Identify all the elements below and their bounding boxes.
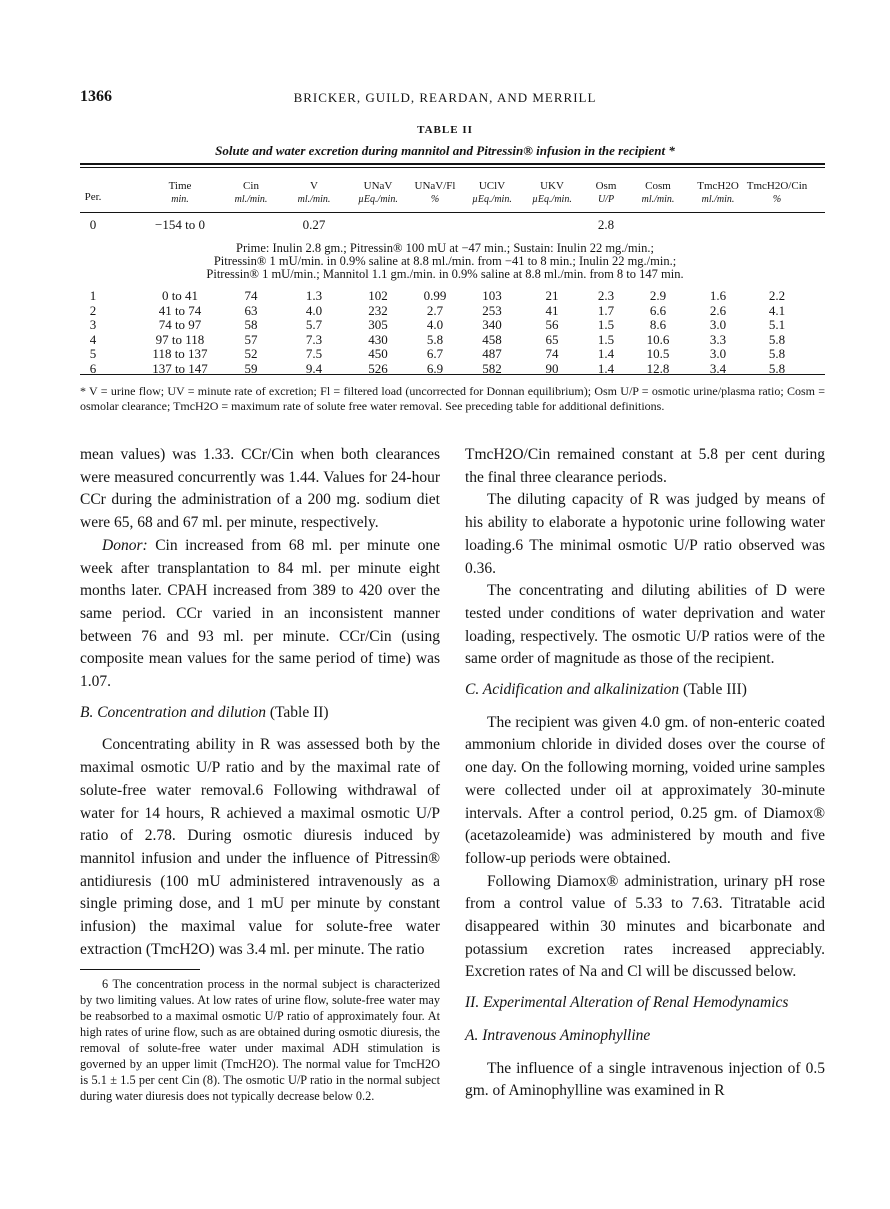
column-header-unit: % bbox=[430, 194, 440, 205]
table-cell: 3.4 bbox=[709, 360, 727, 376]
table-cell: 10.5 bbox=[646, 346, 670, 361]
table-cell: 137 to 147 bbox=[152, 360, 208, 376]
table-cell: 6 bbox=[89, 360, 97, 376]
column-header-unit: µEq./min. bbox=[532, 194, 572, 205]
heading-text: B. Concentration and dilution bbox=[80, 703, 266, 721]
column-header-name: Osm bbox=[595, 180, 617, 192]
column-header bbox=[688, 180, 748, 206]
section-heading bbox=[465, 679, 825, 702]
infusion-note: Pitressin® 1 mU/min. in 0.9% saline at 8.8 ml./min. from −41 to 8 min.; Inulin 22 mg./min.; bbox=[213, 254, 677, 268]
table-cell: 1.6 bbox=[709, 288, 727, 303]
paragraph: The recipient was given 4.0 gm. of non-enteric coated ammonium chloride in divided doses over the course of one day. On the following morning, voided urine samples were collected under oil at approximately 30-minute intervals. After a control period, 0.25 gm. of Diamox® (acetazoleamide) was administered by mouth and five follow-up periods were obtained. bbox=[465, 713, 825, 867]
table-cell: 458 bbox=[482, 331, 502, 347]
paragraph: The diluting capacity of R was judged by means of his ability to elaborate a hypotonic urine following water loading.6 The minimal osmotic U/P ratio observed was 0.36. bbox=[465, 491, 825, 577]
section-heading bbox=[80, 702, 440, 725]
column-header-name: UNaV bbox=[363, 180, 393, 192]
table-cell: 7.5 bbox=[305, 346, 323, 361]
column-header-unit: µEq./min. bbox=[472, 194, 512, 205]
table-cell: 52 bbox=[244, 346, 258, 361]
table-cell: 59 bbox=[244, 360, 258, 376]
table-cell: 65 bbox=[545, 331, 559, 347]
footnote-rule bbox=[80, 969, 200, 970]
column-header-name: UKV bbox=[540, 180, 564, 192]
column-header-unit: µEq./min. bbox=[358, 194, 398, 205]
table-cell: 487 bbox=[482, 346, 502, 361]
column-header-name: UNaV/Fl bbox=[414, 180, 456, 192]
table-cell: 97 to 118 bbox=[155, 331, 205, 347]
table-label: TABLE II bbox=[417, 124, 473, 136]
table-cell: 74 bbox=[244, 288, 258, 303]
running-head: BRICKER, GUILD, REARDAN, AND MERRILL bbox=[293, 90, 597, 105]
table-cell: 4.1 bbox=[768, 302, 786, 318]
paragraph: Concentrating ability in R was assessed both by the maximal osmotic U/P ratio and by the maximal rate of solute-free water removal.6 Following withdrawal of water for 14 hours, R achieved a maximal osmotic U/P ratio of 2.78. During osmotic diuresis induced by mannitol infusion and under the influence of Pitressin® antidiuresis (100 mU administered intravenously as a single priming dose, and 1 mU per minute by constant infusion) the maximal value for solute-free water extraction (TmcH2O) was 3.4 ml. per minute. The ratio bbox=[80, 736, 440, 958]
table-cell: 90 bbox=[545, 360, 559, 376]
column-header bbox=[457, 180, 527, 206]
table-cell: 41 bbox=[545, 302, 559, 318]
column-header bbox=[284, 180, 344, 206]
table-caption: Solute and water excretion during mannitol and Pitressin® infusion in the recipient * bbox=[215, 143, 675, 158]
footnote: 6 The concentration process in the normal subject is characterized by two limiting values. At low rates of urine flow, solute-free water may be reabsorbed to a maximal osmotic U/P ratio of approximately four. At high rates of urine flow, such as are obtained during osmotic diuresis, the removal of solute-free water under maximal ADH stimulation is governed by an upper limit (TmcH2O). The normal value for TmcH2O is 5.1 ± 1.5 per cent Cin (8). The osmotic U/P ratio in the normal subject during water diuresis does not typically decrease below 0.2. bbox=[80, 977, 440, 1104]
heading-ref: (Table II) bbox=[269, 703, 329, 721]
table-cell: 582 bbox=[482, 360, 502, 376]
table-cell: 232 bbox=[368, 302, 388, 318]
table-cell: 6.6 bbox=[649, 302, 667, 318]
column-header bbox=[581, 180, 631, 206]
column-header bbox=[343, 180, 413, 206]
table-cell: 4.0 bbox=[305, 302, 323, 318]
table-cell: 102 bbox=[368, 288, 388, 303]
table-cell: 2.3 bbox=[597, 288, 615, 303]
table-cell: 2.8 bbox=[597, 217, 615, 232]
table-cell: 1.4 bbox=[597, 360, 615, 376]
column-header bbox=[522, 180, 582, 206]
table-cell: 5.8 bbox=[426, 331, 444, 347]
column-header bbox=[405, 180, 465, 206]
table-cell: 1.7 bbox=[597, 302, 615, 318]
table-cell: 7.3 bbox=[305, 331, 323, 347]
column-header-unit: ml./min. bbox=[701, 194, 735, 205]
table-cell: 74 bbox=[545, 346, 559, 361]
column-header-unit: % bbox=[772, 194, 782, 205]
table-cell: 5.7 bbox=[305, 317, 323, 332]
column-header-unit: U/P bbox=[597, 194, 615, 205]
table-cell: 1.5 bbox=[597, 331, 615, 347]
table-cell: 12.8 bbox=[646, 360, 670, 376]
table-cell: 2.6 bbox=[709, 302, 727, 318]
table-cell: 0 bbox=[89, 217, 97, 232]
table-cell: 430 bbox=[368, 331, 388, 347]
paragraph: Following Diamox® administration, urinary pH rose from a control value of 5.33 to 7.63. Titratable acid disappeared within 30 minutes and bicarbonate and potassium excretion rates increased appreciably. Excretion rates of Na and Cl will be discussed below. bbox=[465, 872, 825, 981]
table-cell: 3.3 bbox=[709, 331, 727, 347]
table-cell: 5 bbox=[89, 346, 97, 361]
table-cell: 450 bbox=[368, 346, 388, 361]
column-header-name: Per. bbox=[84, 191, 102, 203]
table-cell: 2 bbox=[89, 302, 97, 318]
table-cell: 118 to 137 bbox=[152, 346, 208, 361]
table-cell: 0 to 41 bbox=[161, 288, 199, 303]
table-cell: 5.8 bbox=[768, 331, 786, 347]
table-cell: 5.1 bbox=[768, 317, 786, 332]
table-top-rule bbox=[80, 163, 825, 165]
left-column bbox=[80, 444, 440, 1104]
table-cell: 1 bbox=[89, 288, 97, 303]
table-cell: 58 bbox=[244, 317, 258, 332]
paragraph-text: Cin increased from 68 ml. per minute one week after transplantation to 84 ml. per minute eight months later. CPAH increased from 389 to 420 over the same period. CCr varied in an inconsistent manner between 76 and 93 ml. per minute. CCr/Cin (using composite mean values for the same period of time) was 1.07. bbox=[80, 536, 440, 691]
table-cell: 340 bbox=[482, 317, 502, 332]
table-cell: 21 bbox=[545, 288, 559, 303]
column-header-unit: ml./min. bbox=[297, 194, 331, 205]
column-header-unit: ml./min. bbox=[234, 194, 268, 205]
heading-ref: (Table III) bbox=[683, 681, 747, 699]
column-header bbox=[221, 180, 281, 206]
table-cell: 4.0 bbox=[426, 317, 444, 332]
column-header-name: TmcH2O bbox=[697, 180, 739, 192]
column-header bbox=[742, 180, 812, 206]
column-header bbox=[135, 180, 225, 206]
infusion-note: Prime: Inulin 2.8 gm.; Pitressin® 100 mU at −47 min.; Sustain: Inulin 22 mg./min.; bbox=[236, 241, 654, 255]
column-header bbox=[73, 191, 113, 204]
table-cell: 253 bbox=[482, 302, 502, 318]
table-cell: 6.7 bbox=[426, 346, 444, 361]
table-cell: 9.4 bbox=[305, 360, 323, 376]
right-column bbox=[465, 444, 825, 1103]
column-header-name: Time bbox=[168, 180, 192, 192]
table-cell: 1.4 bbox=[597, 346, 615, 361]
paragraph: TmcH2O/Cin remained constant at 5.8 per cent during the final three clearance periods. bbox=[465, 446, 825, 486]
column-header-name: UClV bbox=[478, 180, 506, 192]
paragraph: The influence of a single intravenous injection of 0.5 gm. of Aminophylline was examined in R bbox=[465, 1059, 825, 1100]
column-header-name: Cin bbox=[243, 180, 259, 192]
column-header-name: Cosm bbox=[645, 180, 671, 192]
table-cell: 0.27 bbox=[302, 217, 326, 232]
table-cell: 6.9 bbox=[426, 360, 444, 376]
table-cell: 0.99 bbox=[423, 288, 447, 303]
section-heading: II. Experimental Alteration of Renal Hemodynamics bbox=[465, 994, 789, 1012]
table-cell: 57 bbox=[244, 331, 258, 347]
table-cell: 74 to 97 bbox=[158, 317, 202, 332]
heading-text: C. Acidification and alkalinization bbox=[465, 681, 680, 699]
table-top-rule-thin bbox=[80, 167, 825, 168]
infusion-note: Pitressin® 1 mU/min.; Mannitol 1.1 gm./min. in 0.9% saline at 8.8 ml./min. from 8 to 147 min. bbox=[206, 267, 684, 281]
table-cell: 5.8 bbox=[768, 360, 786, 376]
table-cell: 56 bbox=[545, 317, 559, 332]
table-cell: 2.2 bbox=[768, 288, 786, 303]
paragraph: mean values) was 1.33. CCr/Cin when both clearances were measured concurrently was 1.44. Values for 24-hour CCr during the administration of a 200 mg. sodium diet were 65, 68 and 67 ml. per minute, respectively. bbox=[80, 446, 440, 532]
table-cell: −154 to 0 bbox=[155, 217, 205, 232]
page-number: 1366 bbox=[80, 88, 112, 105]
column-header-unit: min. bbox=[171, 194, 189, 205]
table-cell: 103 bbox=[482, 288, 502, 303]
column-header-name: V bbox=[310, 180, 318, 192]
paragraph: The concentrating and diluting abilities of D were tested under conditions of water deprivation and water loading, respectively. The osmotic U/P ratios were of the same order of magnitude as those of the recipient. bbox=[465, 582, 825, 668]
paragraph bbox=[80, 535, 440, 694]
table-cell: 3.0 bbox=[709, 346, 727, 361]
column-header-unit: ml./min. bbox=[641, 194, 675, 205]
donor-lead: Donor: bbox=[102, 536, 148, 554]
section-heading: A. Intravenous Aminophylline bbox=[465, 1026, 651, 1044]
table-cell: 41 to 74 bbox=[158, 302, 202, 318]
table-cell: 63 bbox=[244, 302, 258, 318]
table-cell: 526 bbox=[368, 360, 388, 376]
table-cell: 4 bbox=[89, 331, 97, 347]
table-header-rule bbox=[80, 212, 825, 213]
table-cell: 2.9 bbox=[649, 288, 667, 303]
table-cell: 8.6 bbox=[649, 317, 667, 332]
column-header bbox=[628, 180, 688, 206]
column-header-name: TmcH2O/Cin bbox=[746, 180, 808, 192]
table-cell: 10.6 bbox=[646, 331, 670, 347]
table-footnote: * V = urine flow; UV = minute rate of excretion; Fl = filtered load (uncorrected for Donnan equilibrium); Osm U/P = osmotic urine/plasma ratio; Cosm = osmolar clearance; TmcH2O = maximum rate of solute free water removal. See preceding table for additional definitions. bbox=[80, 384, 825, 413]
table-cell: 1.3 bbox=[305, 288, 323, 303]
table-cell: 1.5 bbox=[597, 317, 615, 332]
table-cell: 305 bbox=[368, 317, 388, 332]
table-cell: 5.8 bbox=[768, 346, 786, 361]
table-cell: 2.7 bbox=[426, 302, 444, 318]
table-cell: 3.0 bbox=[709, 317, 727, 332]
table-cell: 3 bbox=[89, 317, 97, 332]
